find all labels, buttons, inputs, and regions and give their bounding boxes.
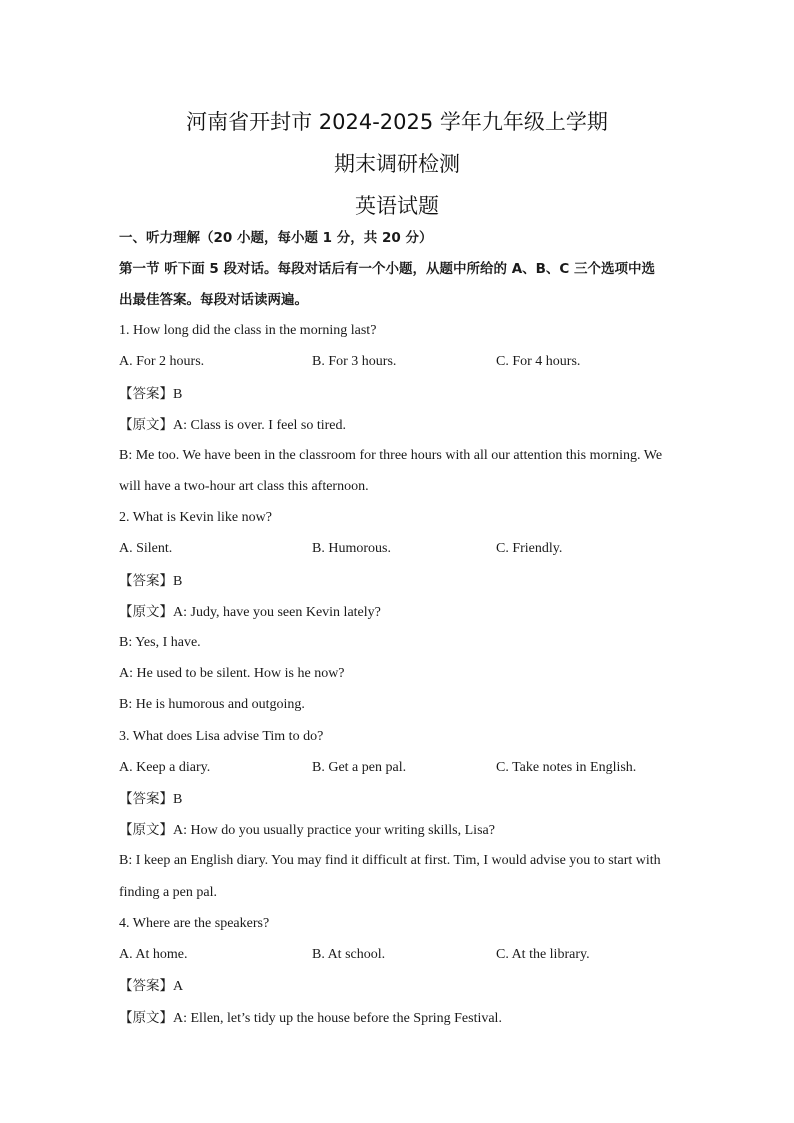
transcript-line: B: Yes, I have. [119, 635, 201, 650]
part-heading: 一、听力理解（20 小题，每小题 1 分，共 20 分） [119, 230, 433, 246]
option-a: A. For 2 hours. [119, 354, 205, 369]
option-c: C. For 4 hours. [496, 354, 581, 369]
answer-value: B [173, 387, 183, 402]
transcript-text: A: Class is over. I feel so tired. [173, 418, 347, 433]
question-stem: 3. What does Lisa advise Tim to do? [119, 729, 324, 744]
answer-line [119, 790, 182, 809]
option-b: B. At school. [312, 947, 386, 962]
answer-value: B [173, 792, 183, 807]
transcript-label: 【原文】 [119, 1010, 173, 1026]
transcript-line: finding a pen pal. [119, 885, 217, 900]
option-a: A. At home. [119, 947, 188, 962]
option-c: C. At the library. [496, 947, 590, 962]
question-stem: 2. What is Kevin like now? [119, 510, 272, 525]
option-b: B. Humorous. [312, 541, 391, 556]
answer-value: A [173, 979, 184, 994]
answer-label: 【答案】 [119, 573, 173, 589]
transcript-label: 【原文】 [119, 604, 173, 620]
transcript-label: 【原文】 [119, 822, 173, 838]
transcript-line [119, 1009, 502, 1028]
question-stem: 4. Where are the speakers? [119, 916, 270, 931]
option-b: B. For 3 hours. [312, 354, 397, 369]
question-stem: 1. How long did the class in the morning last? [119, 323, 377, 338]
answer-label: 【答案】 [119, 791, 173, 807]
section-instruction-line-2: 出最佳答案。每段对话读两遍。 [119, 292, 308, 308]
answer-label: 【答案】 [119, 978, 173, 994]
transcript-text: A: Judy, have you seen Kevin lately? [173, 605, 381, 620]
transcript-line [119, 821, 495, 840]
answer-line [119, 977, 183, 996]
option-b: B. Get a pen pal. [312, 760, 407, 775]
transcript-text: A: How do you usually practice your writing skills, Lisa? [173, 823, 495, 838]
answer-line [119, 572, 182, 591]
option-c: C. Take notes in English. [496, 760, 637, 775]
transcript-line: B: He is humorous and outgoing. [119, 697, 305, 712]
transcript-line [119, 603, 381, 622]
answer-label: 【答案】 [119, 386, 173, 402]
title-line-3: 英语试题 [355, 194, 439, 218]
transcript-text: A: Ellen, let’s tidy up the house before the Spring Festival. [173, 1011, 502, 1026]
transcript-line: B: I keep an English diary. You may find it difficult at first. Tim, I would advise you to start with [119, 853, 661, 868]
title-line-1: 河南省开封市 2024-2025 学年九年级上学期 [186, 110, 608, 134]
transcript-line [119, 416, 346, 435]
option-a: A. Silent. [119, 541, 173, 556]
transcript-line: A: He used to be silent. How is he now? [119, 666, 345, 681]
transcript-line: B: Me too. We have been in the classroom for three hours with all our attention this morning. We [119, 448, 663, 463]
transcript-label: 【原文】 [119, 417, 173, 433]
transcript-line: will have a two-hour art class this afternoon. [119, 479, 369, 494]
option-c: C. Friendly. [496, 541, 563, 556]
answer-value: B [173, 574, 183, 589]
title-line-2: 期末调研检测 [334, 152, 460, 176]
answer-line [119, 385, 182, 404]
section-instruction-line-1: 第一节 听下面 5 段对话。每段对话后有一个小题，从题中所给的 A、B、C 三个选项中选 [119, 261, 656, 277]
option-a: A. Keep a diary. [119, 760, 211, 775]
